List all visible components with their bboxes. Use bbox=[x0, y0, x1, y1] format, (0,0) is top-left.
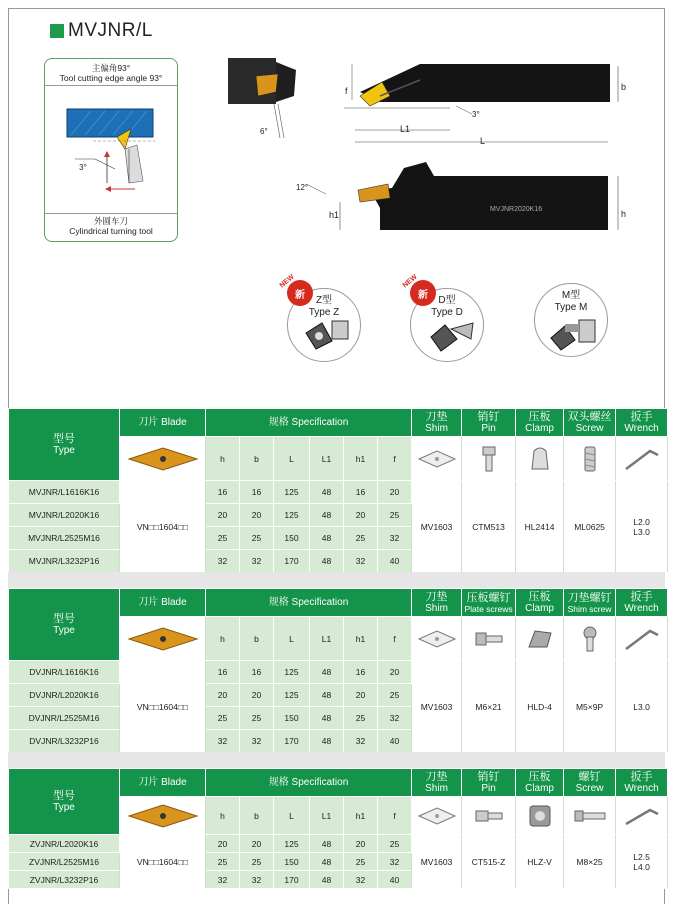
shim-icon bbox=[412, 437, 462, 481]
table-cell: 32 bbox=[206, 730, 240, 753]
angle-6-label: 6° bbox=[260, 127, 268, 136]
clamp-icon bbox=[516, 617, 564, 661]
pin-icon bbox=[462, 437, 516, 481]
table-cell: 16 bbox=[240, 661, 274, 684]
type-header: 型号 Type bbox=[9, 409, 120, 481]
new-tag-icon bbox=[401, 273, 436, 306]
table-cell: 48 bbox=[310, 871, 344, 889]
table-cell: 48 bbox=[310, 730, 344, 753]
table-cell: 40 bbox=[378, 871, 412, 889]
spec-col-l1: L1 bbox=[310, 437, 344, 481]
table-cell: h1 bbox=[344, 797, 378, 835]
table-cell: 25 bbox=[206, 853, 240, 871]
table-cell: b bbox=[240, 617, 274, 661]
wrench-header: 扳手 Wrench bbox=[616, 769, 668, 797]
table-mvjnr bbox=[8, 408, 665, 573]
table-cell: 32 bbox=[206, 871, 240, 889]
table-cell: 48 bbox=[310, 504, 344, 527]
cutting-angle-diagram bbox=[45, 87, 177, 211]
table-cell: 32 bbox=[378, 527, 412, 550]
clamp-icon bbox=[516, 437, 564, 481]
table-cell: 16 bbox=[206, 661, 240, 684]
shim-code: MV1603 bbox=[412, 835, 462, 889]
table-cell: 25 bbox=[378, 835, 412, 853]
table-cell: 20 bbox=[240, 504, 274, 527]
table-zvjnr bbox=[8, 768, 665, 889]
table-cell: 20 bbox=[240, 684, 274, 707]
table-cell: 20 bbox=[206, 835, 240, 853]
pin-icon bbox=[462, 797, 516, 835]
wrench-icon bbox=[616, 797, 668, 835]
table-cell: L bbox=[274, 617, 310, 661]
shim-icon bbox=[412, 617, 462, 661]
table-cell: 48 bbox=[310, 684, 344, 707]
table-cell: 32 bbox=[206, 550, 240, 573]
table-cell: L bbox=[274, 797, 310, 835]
table-cell: 32 bbox=[240, 730, 274, 753]
table-cell: 125 bbox=[274, 481, 310, 504]
spec-col-h: h bbox=[206, 437, 240, 481]
shim-screw-icon bbox=[564, 617, 616, 661]
table-cell: 16 bbox=[344, 661, 378, 684]
screw-icon bbox=[564, 797, 616, 835]
type-m-en: Type M bbox=[554, 302, 588, 313]
table-cell: 125 bbox=[274, 684, 310, 707]
table-cell: 20 bbox=[344, 835, 378, 853]
table-cell: b bbox=[240, 797, 274, 835]
table-cell: 125 bbox=[274, 504, 310, 527]
dim-b-label: b bbox=[621, 82, 627, 92]
new-tag-icon bbox=[278, 273, 313, 306]
table-cell: 25 bbox=[240, 853, 274, 871]
insert-code: VN□□1604□□ bbox=[120, 835, 206, 889]
table-row: MVJNR/L1616K16 bbox=[9, 481, 120, 504]
plate-screw-header: 压板螺钉 Plate screws bbox=[462, 589, 516, 617]
table-cell: 40 bbox=[378, 550, 412, 573]
table-cell: 150 bbox=[274, 707, 310, 730]
section-gap bbox=[8, 752, 665, 768]
divider bbox=[45, 213, 177, 214]
spec-header: 规格 Specification bbox=[206, 769, 412, 797]
table-cell: 25 bbox=[206, 527, 240, 550]
type-d-cn: D型 bbox=[438, 295, 456, 306]
table-cell: 25 bbox=[344, 853, 378, 871]
table-cell: f bbox=[378, 797, 412, 835]
table-cell: 32 bbox=[344, 550, 378, 573]
spec-col-f: f bbox=[378, 437, 412, 481]
part-marking: MVJNR2020K16 bbox=[490, 206, 543, 213]
screw-icon bbox=[564, 437, 616, 481]
spec-col-b: b bbox=[240, 437, 274, 481]
type-m-badge bbox=[534, 283, 608, 357]
table-cell: 25 bbox=[240, 527, 274, 550]
insert-code: VN□□1604□□ bbox=[120, 481, 206, 573]
table-cell: 16 bbox=[344, 481, 378, 504]
dim-h-label: h bbox=[621, 209, 627, 219]
table-cell: 32 bbox=[240, 550, 274, 573]
table-cell: h bbox=[206, 617, 240, 661]
table-cell: 16 bbox=[240, 481, 274, 504]
table-cell: L1 bbox=[310, 617, 344, 661]
divider bbox=[45, 85, 177, 86]
table-cell: 48 bbox=[310, 707, 344, 730]
shim-screw-code: M5×9P bbox=[564, 661, 616, 753]
table-row: ZVJNR/L2020K16 bbox=[9, 835, 120, 853]
wrench-icon bbox=[616, 437, 668, 481]
page-title: MVJNR/L bbox=[68, 20, 153, 41]
angle-3-label: 3° bbox=[79, 163, 87, 172]
table-cell: h1 bbox=[344, 617, 378, 661]
table-cell: 48 bbox=[310, 527, 344, 550]
insert-image bbox=[120, 617, 206, 661]
screw-code: M8×25 bbox=[564, 835, 616, 889]
turning-cn-label: 外圆车刀 bbox=[93, 216, 128, 226]
shim-header: 刀垫 Shim bbox=[412, 409, 462, 437]
spec-col-l: L bbox=[274, 437, 310, 481]
angle-3-top-label: 3° bbox=[472, 110, 480, 119]
clamp-header: 压板 Clamp bbox=[516, 769, 564, 797]
type-d-en: Type D bbox=[431, 307, 463, 318]
table-cell: 170 bbox=[274, 550, 310, 573]
header-square-icon bbox=[50, 24, 64, 38]
spec-header: 规格 Specification bbox=[206, 589, 412, 617]
table-cell: 32 bbox=[344, 871, 378, 889]
table-row: DVJNR/L2525M16 bbox=[9, 707, 120, 730]
table-cell: 150 bbox=[274, 853, 310, 871]
wrench-icon bbox=[616, 617, 668, 661]
table-cell: h bbox=[206, 797, 240, 835]
angle-cn-label: 主偏角93° bbox=[91, 63, 131, 73]
holder-top-view bbox=[360, 64, 610, 102]
shim-header: 刀垫 Shim bbox=[412, 589, 462, 617]
table-cell: L1 bbox=[310, 797, 344, 835]
pin-header: 销钉 Pin bbox=[462, 769, 516, 797]
shim-header: 刀垫 Shim bbox=[412, 769, 462, 797]
table-row: MVJNR/L2020K16 bbox=[9, 504, 120, 527]
screw-header: 双头螺丝 Screw bbox=[564, 409, 616, 437]
table-cell: 20 bbox=[344, 504, 378, 527]
clamp-code: HL2414 bbox=[516, 481, 564, 573]
table-cell: 32 bbox=[344, 730, 378, 753]
pin-code: CTM513 bbox=[462, 481, 516, 573]
clamp-header: 压板 Clamp bbox=[516, 409, 564, 437]
screw-code: ML0625 bbox=[564, 481, 616, 573]
cutting-angle-box bbox=[44, 58, 178, 242]
blade-header: 刀片 Blade bbox=[120, 589, 206, 617]
tool-holder-drawing bbox=[220, 52, 640, 237]
table-cell: 48 bbox=[310, 481, 344, 504]
screw-header: 螺钉 Screw bbox=[564, 769, 616, 797]
type-m-cn: M型 bbox=[561, 290, 581, 301]
table-cell: 25 bbox=[378, 504, 412, 527]
table-cell: 25 bbox=[344, 527, 378, 550]
shim-code: MV1603 bbox=[412, 661, 462, 753]
type-z-en: Type Z bbox=[308, 307, 340, 318]
table-cell: 32 bbox=[378, 853, 412, 871]
table-cell: 48 bbox=[310, 661, 344, 684]
wrench-header: 扳手 Wrench bbox=[616, 589, 668, 617]
table-cell: 48 bbox=[310, 835, 344, 853]
table-cell: 20 bbox=[378, 661, 412, 684]
plate-screw-code: M6×21 bbox=[462, 661, 516, 753]
type-header: 型号 Type bbox=[9, 589, 120, 661]
table-cell: 32 bbox=[240, 871, 274, 889]
new-tag-en: NEW bbox=[278, 273, 296, 290]
table-row: ZVJNR/L3232P16 bbox=[9, 871, 120, 889]
turning-en-label: Cylindrical turning tool bbox=[69, 226, 153, 236]
table-cell: 32 bbox=[378, 707, 412, 730]
new-tag-cn: 新 bbox=[418, 289, 428, 301]
pin-code: CT515-Z bbox=[462, 835, 516, 889]
table-cell: 40 bbox=[378, 730, 412, 753]
new-tag-en: NEW bbox=[401, 273, 419, 290]
table-row: DVJNR/L1616K16 bbox=[9, 661, 120, 684]
clamp-code: HLD-4 bbox=[516, 661, 564, 753]
table-row: DVJNR/L3232P16 bbox=[9, 730, 120, 753]
table-cell: 20 bbox=[240, 835, 274, 853]
table-row: DVJNR/L2020K16 bbox=[9, 684, 120, 707]
pin-header: 销钉 Pin bbox=[462, 409, 516, 437]
shim-icon bbox=[412, 797, 462, 835]
table-cell: 20 bbox=[206, 504, 240, 527]
table-cell: 25 bbox=[240, 707, 274, 730]
table-cell: 125 bbox=[274, 661, 310, 684]
table-cell: 150 bbox=[274, 527, 310, 550]
angle-12-label: 12° bbox=[296, 183, 309, 192]
new-tag-cn: 新 bbox=[295, 289, 305, 301]
table-row: MVJNR/L2525M16 bbox=[9, 527, 120, 550]
table-cell: 16 bbox=[206, 481, 240, 504]
page-header bbox=[50, 20, 153, 42]
shim-screw-header: 刀垫螺钉 Shim screw bbox=[564, 589, 616, 617]
dim-f-label: f bbox=[345, 86, 348, 96]
dim-h1-label: h1 bbox=[329, 210, 340, 220]
blade-header: 刀片 Blade bbox=[120, 769, 206, 797]
blade-header: 刀片 Blade bbox=[120, 409, 206, 437]
table-cell: 25 bbox=[344, 707, 378, 730]
table-row: MVJNR/L3232P16 bbox=[9, 550, 120, 573]
table-cell: 20 bbox=[344, 684, 378, 707]
spec-col-h1: h1 bbox=[344, 437, 378, 481]
holder-side-view bbox=[370, 162, 608, 230]
table-dvjnr bbox=[8, 588, 665, 753]
table-cell: 170 bbox=[274, 871, 310, 889]
section-gap bbox=[8, 572, 665, 588]
table-cell: 170 bbox=[274, 730, 310, 753]
insert-image bbox=[120, 437, 206, 481]
insert-code: VN□□1604□□ bbox=[120, 661, 206, 753]
dim-l-label: L bbox=[480, 136, 486, 146]
type-z-cn: Z型 bbox=[315, 295, 333, 306]
wrench-code: L2.0 L3.0 bbox=[616, 481, 668, 573]
table-cell: 25 bbox=[378, 684, 412, 707]
table-cell: 125 bbox=[274, 835, 310, 853]
plate-screw-icon bbox=[462, 617, 516, 661]
wrench-code: L3.0 bbox=[616, 661, 668, 753]
table-cell: f bbox=[378, 617, 412, 661]
insert-image bbox=[120, 797, 206, 835]
table-cell: 20 bbox=[378, 481, 412, 504]
table-cell: 20 bbox=[206, 684, 240, 707]
table-row: ZVJNR/L2525M16 bbox=[9, 853, 120, 871]
table-cell: 25 bbox=[206, 707, 240, 730]
clamp-header: 压板 Clamp bbox=[516, 589, 564, 617]
spec-header: 规格 Specification bbox=[206, 409, 412, 437]
clamp-icon bbox=[516, 797, 564, 835]
type-header: 型号 Type bbox=[9, 769, 120, 835]
wrench-code: L2.5 L4.0 bbox=[616, 835, 668, 889]
shim-code: MV1603 bbox=[412, 481, 462, 573]
clamp-code: HLZ-V bbox=[516, 835, 564, 889]
dim-l1-label: L1 bbox=[400, 124, 411, 134]
wrench-header: 扳手 Wrench bbox=[616, 409, 668, 437]
table-cell: 48 bbox=[310, 853, 344, 871]
angle-en-label: Tool cutting edge angle 93° bbox=[59, 73, 163, 83]
table-cell: 48 bbox=[310, 550, 344, 573]
